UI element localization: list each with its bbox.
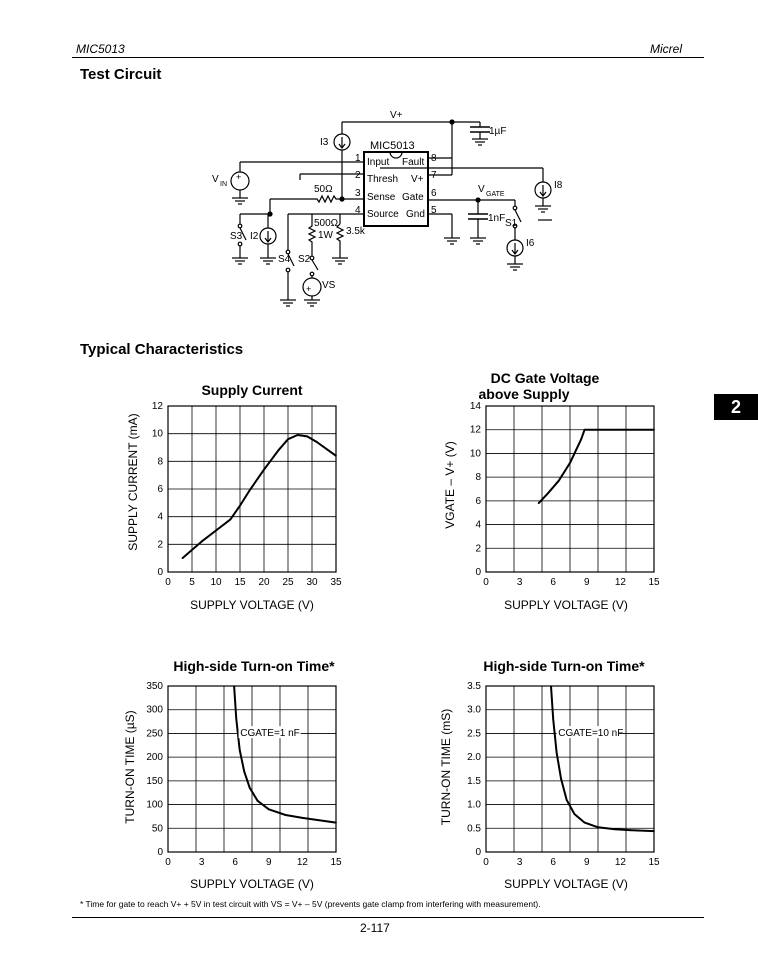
data-point [302,817,304,819]
data-point [239,505,241,507]
s2-label: S2 [298,254,311,265]
x-tick-label: 35 [330,577,342,588]
data-point [584,822,586,824]
chart2-title-line2: above Supply [478,386,570,402]
pin-4-name: Source [367,209,399,220]
svg-text:+: + [236,172,242,182]
y-tick-label: 12 [151,401,163,412]
x-tick-label: 30 [306,577,318,588]
chart4-title: High-side Turn-on Time* [483,658,645,674]
chart2-ylabel: VGATE – V+ (V) [443,441,457,529]
vgate-label: V [478,184,485,195]
r1w-label: 1W [318,230,333,241]
data-point [236,718,238,720]
s1-label: S1 [505,218,518,229]
chart4-xlabel: SUPPLY VOLTAGE (V) [504,877,628,891]
r50-label: 50Ω [314,184,333,195]
typical-characteristics-heading: Typical Characteristics [80,341,244,358]
i6-label: I6 [526,238,535,249]
x-tick-label: 9 [584,577,590,588]
y-tick-label: 14 [469,401,481,412]
x-tick-label: 6 [550,577,556,588]
pin-6-num: 6 [431,188,437,199]
pin-8-name: Fault [402,157,425,168]
y-tick-label: 50 [151,823,163,835]
x-tick-label: 3 [198,857,205,868]
data-point [243,771,245,773]
data-point [558,480,560,482]
y-tick-label: 8 [475,472,481,484]
data-point [297,434,299,436]
data-point [614,828,616,830]
curve-annotation: CGATE=1 nF [240,728,300,740]
chart4-plot [458,678,673,870]
i3-label: I3 [320,137,329,148]
page-number: 2-117 [360,921,390,935]
data-point [201,541,203,543]
y-tick-label: 1.0 [467,799,481,811]
y-tick-label: 0.5 [467,823,481,835]
x-tick-label: 25 [282,577,294,588]
chart1-plot [140,398,355,590]
data-point [620,429,622,431]
pin-2-name: Thresh [367,174,399,185]
data-point [631,829,633,831]
data-point [278,449,280,451]
x-tick-label: 15 [330,857,342,868]
y-tick-label: 2.0 [467,752,481,764]
data-point [653,429,655,431]
x-tick-label: 20 [258,577,270,588]
x-tick-label: 0 [165,577,171,588]
x-tick-label: 15 [234,577,246,588]
vin-label: V [212,174,219,185]
vgate-subscript: GATE [486,191,505,198]
r35k-label: 3.5k [346,226,365,237]
data-point [597,827,599,829]
chart4-ylabel: TURN-ON TIME (mS) [439,708,453,826]
chart3-title: High-side Turn-on Time* [173,658,335,674]
data-point [239,749,241,751]
data-point [538,502,540,504]
y-tick-label: 3.5 [467,681,481,692]
data-point [335,822,337,824]
curve-annotation: CGATE=10 nF [558,728,624,740]
x-tick-label: 0 [483,577,489,588]
y-tick-label: 100 [146,799,163,811]
x-tick-label: 5 [189,577,195,588]
pin-3-num: 3 [355,188,361,199]
y-tick-label: 6 [157,484,163,495]
y-tick-label: 200 [146,752,163,764]
r500-label: 500Ω [314,218,339,229]
test-circuit-heading: Test Circuit [80,66,162,83]
data-point [191,549,193,551]
x-tick-label: 0 [165,857,171,868]
series-line [234,686,336,823]
s4-label: S4 [278,254,291,265]
x-tick-label: 3 [516,577,523,588]
x-tick-label: 12 [614,857,626,868]
data-point [326,448,328,450]
x-tick-label: 15 [648,857,660,868]
data-point [574,813,576,815]
vin-subscript: IN [220,181,227,188]
brand-name: Micrel [650,42,682,56]
series-line [182,435,336,558]
x-tick-label: 6 [550,857,556,868]
data-point [215,530,217,532]
chart3-ylabel: TURN-ON TIME (µS) [123,710,137,824]
y-tick-label: 0 [475,567,481,578]
data-point [257,800,259,802]
part-number: MIC5013 [76,42,125,56]
x-tick-label: 6 [232,857,238,868]
data-point [230,519,232,521]
data-point [550,685,552,687]
data-point [566,799,568,801]
y-tick-label: 10 [151,428,163,440]
y-tick-label: 350 [146,681,163,692]
y-tick-label: 250 [146,728,163,740]
x-tick-label: 12 [296,857,308,868]
y-tick-label: 3.0 [467,704,481,716]
x-tick-label: 10 [210,577,222,588]
y-tick-label: 300 [146,704,163,716]
svg-text:+: + [306,284,312,294]
data-point [318,819,320,821]
footnote: * Time for gate to reach V+ + 5V in test circuit with VS = V+ – 5V (prevents gate clamp from interfering with measurement). [80,899,541,909]
pin-3-name: Sense [367,192,396,203]
data-point [287,438,289,440]
data-point [560,778,562,780]
y-tick-label: 1.5 [467,775,481,787]
cap-1nf-label: 1nF [488,213,506,224]
chart1-ylabel: SUPPLY CURRENT (mA) [126,413,140,551]
series-line [551,686,654,831]
y-tick-label: 0 [157,567,163,578]
pin-1-name: Input [367,157,390,168]
data-point [182,557,184,559]
pin-8-num: 8 [431,153,437,164]
y-tick-label: 12 [469,424,481,436]
data-point [306,436,308,438]
data-point [547,493,549,495]
test-circuit-schematic [0,0,758,330]
vs-label: VS [322,280,336,291]
y-tick-label: 2 [157,539,163,551]
data-point [653,830,655,832]
y-tick-label: 8 [157,456,163,468]
pin-4-num: 4 [355,205,361,216]
pin-5-name: Gnd [406,209,425,220]
chart1-xlabel: SUPPLY VOLTAGE (V) [190,598,314,612]
chart3-plot [140,678,355,870]
series-line [539,430,654,504]
chart1-title: Supply Current [201,382,303,398]
data-point [556,752,558,754]
pin-6-name: Gate [402,192,424,203]
x-tick-label: 15 [648,577,660,588]
pin-5-num: 5 [431,205,437,216]
data-point [580,438,582,440]
x-tick-label: 0 [483,857,489,868]
footer-rule [72,917,704,918]
chart3-xlabel: SUPPLY VOLTAGE (V) [190,877,314,891]
chip-label: MIC5013 [370,140,415,152]
x-tick-label: 12 [614,577,626,588]
chart2-title-line1: DC Gate Voltage [490,370,600,386]
y-tick-label: 2.5 [467,728,481,740]
y-tick-label: 0 [157,847,163,858]
data-point [263,469,265,471]
chart2-xlabel: SUPPLY VOLTAGE (V) [504,598,628,612]
i2-label: I2 [250,231,259,242]
pin-7-name: V+ [411,174,424,185]
data-point [575,450,577,452]
data-point [552,718,554,720]
data-point [249,787,251,789]
cap-1uf-label: 1µF [489,126,507,137]
x-tick-label: 9 [266,857,272,868]
data-point [268,809,270,811]
y-tick-label: 0 [475,847,481,858]
y-tick-label: 2 [475,543,481,555]
data-point [285,814,287,816]
data-point [233,685,235,687]
y-tick-label: 150 [146,775,163,787]
y-tick-label: 6 [475,495,481,507]
chart2-plot [458,398,673,590]
data-point [584,429,586,431]
pin-1-num: 1 [355,153,361,164]
section-tab-marker: 2 [714,394,758,420]
y-tick-label: 4 [157,511,163,523]
y-tick-label: 10 [469,448,481,460]
i8-label: I8 [554,180,563,191]
data-point [335,455,337,457]
vplus-label: V+ [390,110,403,121]
x-tick-label: 3 [516,857,523,868]
pin-2-num: 2 [355,170,361,181]
data-point [569,462,571,464]
data-point [249,490,251,492]
data-point [597,429,599,431]
pin-7-num: 7 [431,170,437,181]
x-tick-label: 9 [584,857,590,868]
y-tick-label: 4 [475,519,481,531]
data-point [316,441,318,443]
s3-label: S3 [230,231,243,242]
